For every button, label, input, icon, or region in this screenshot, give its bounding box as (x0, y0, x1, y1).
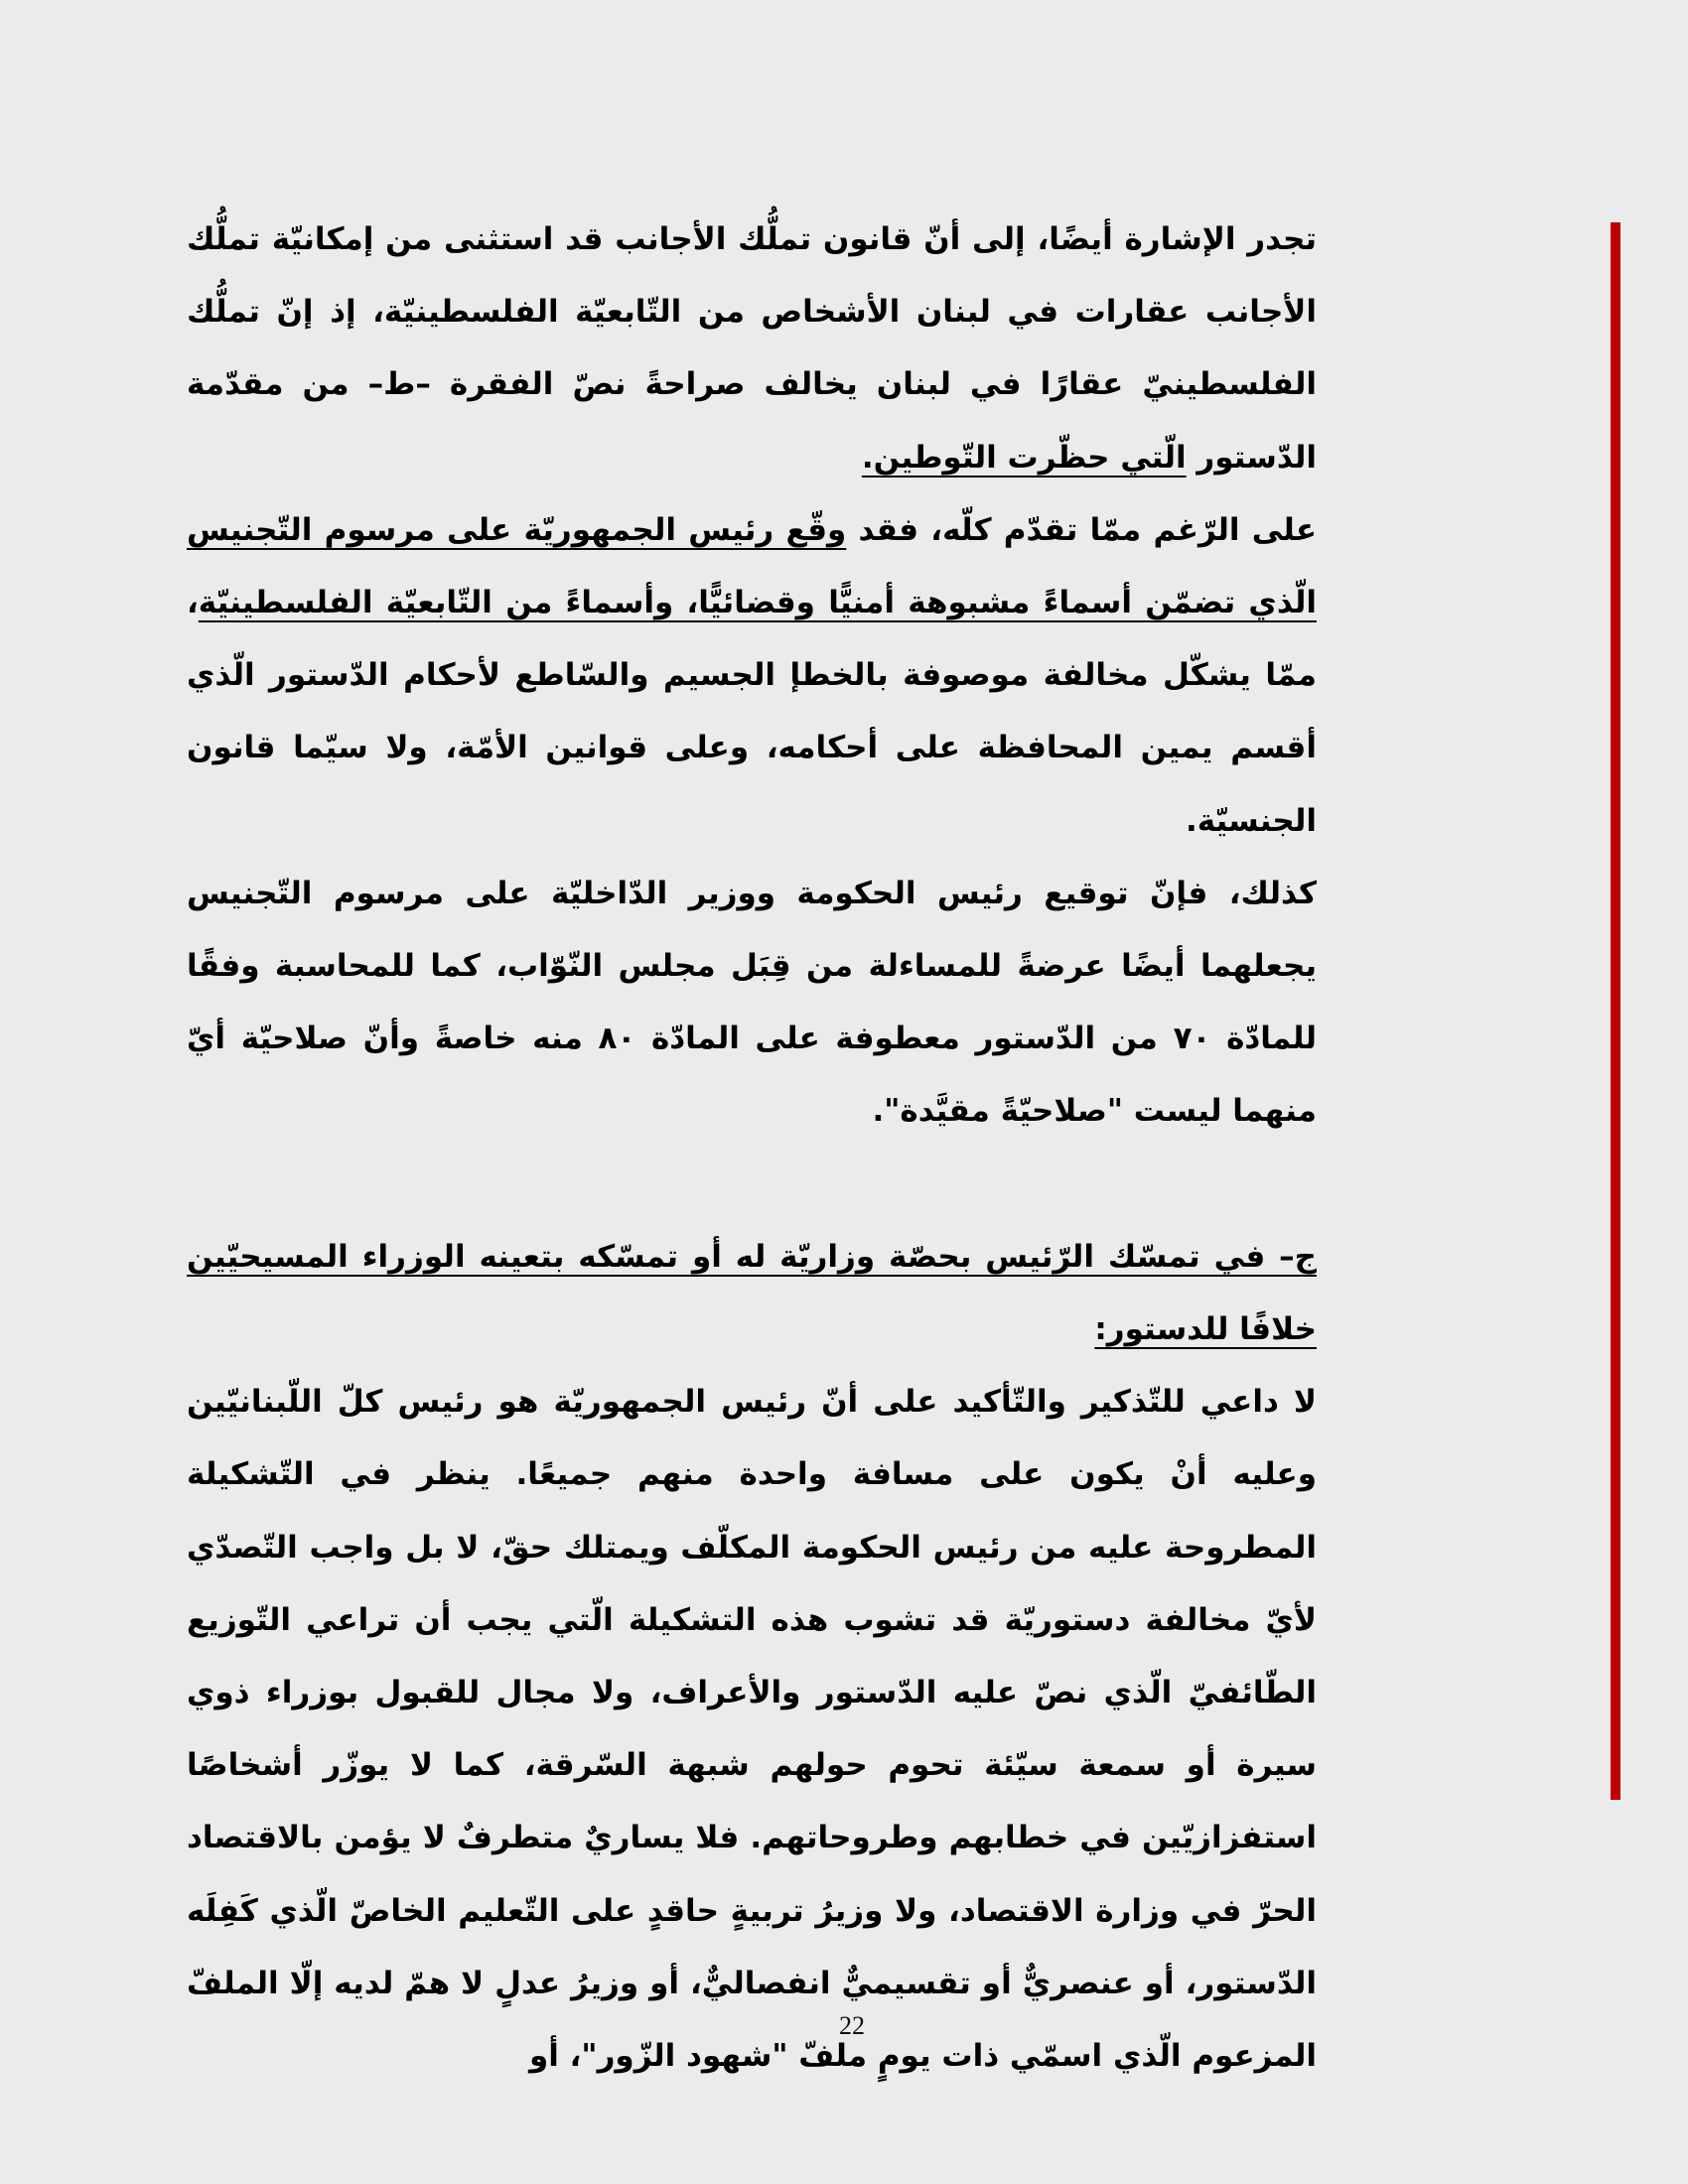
section-heading (187, 1221, 1317, 1366)
paragraph-naturalization-decree (187, 494, 1317, 858)
underlined-phrase: الّتي حظّرت التّوطين. (861, 439, 1187, 476)
paragraph-spacer (187, 1149, 1317, 1221)
margin-accent-bar (1611, 222, 1620, 1800)
paragraph-text: كذلك، فإنّ توقيع رئيس الحكومة ووزير الدّاخليّة على مرسوم التّجنيس يجعلهما أيضًا عرضةً للمساءلة من قِبَل مجلس النّوّاب، كما للمحاسبة وفقًا للمادّة ٧٠ من الدّستور معطوفة على المادّة ٨٠ منه خاصةً وأنّ صلاحيّة أيّ منهما ليست "صلاحيّةً مقيَّدة". (187, 875, 1318, 1130)
paragraph-text: تجدر الإشارة أيضًا، إلى أنّ قانون تملُّك الأجانب قد استثنى من إمكانيّة تملُّك الأجانب عقارات في لبنان الأشخاص من التّابعيّة الفلسطينيّة، إذ إنّ تملُّك الفلسطينيّ عقارًا في لبنان يخالف صراحةً نصّ الفقرة –ط– من مقدّمة الدّستور (187, 221, 1317, 476)
paragraph-text-after: ، ممّا يشكّل مخالفة موصوفة بالخطإ الجسيم والسّاطع لأحكام الدّستور الّذي أقسم يمين المحافظة على أحكامه، وعلى قوانين الأمّة، ولا سيّما قانون الجنسيّة. (187, 585, 1317, 839)
body-text (187, 204, 1317, 2093)
paragraph-foreign-ownership (187, 204, 1317, 494)
section-heading-text: ج– في تمسّك الرّئيس بحصّة وزاريّة له أو تمسّكه بتعينه الوزراء المسيحيّين خلافًا للدستور: (187, 1238, 1317, 1348)
paragraph-president-role (187, 1366, 1317, 2093)
paragraph-text: لا داعي للتّذكير والتّأكيد على أنّ رئيس الجمهوريّة هو رئيس كلّ اللّبنانيّين وعليه أنْ يكون على مسافة واحدة منهم جميعًا. ينظر في التّشكيلة المطروحة عليه من رئيس الحكومة المكلّف ويمتلك حقّ، لا بل واجب التّصدّي لأيّ مخالفة دستوريّة قد تشوب هذه التشكيلة الّتي يجب أن تراعي التّوزيع الطّائفيّ الّذي نصّ عليه الدّستور والأعراف، ولا مجال للقبول بوزراء ذوي سيرة أو سمعة سيّئة تحوم حولهم شبهة السّرقة، كما لا يوزّر أشخاصًا استفزازيّين في خطابهم وطروحاتهم. فلا يساريٌ متطرفٌ لا يؤمن بالاقتصاد الحرّ في وزارة الاقتصاد، ولا وزيرُ تربيةٍ حاقدٍ على التّعليم الخاصّ الّذي كَفِلَه الدّستور، أو عنصريٌّ أو تقسيميٌّ انفصاليٌّ، أو وزيرُ عدلٍ لا همّ لديه إلّا الملفّ المزعوم الّذي اسمّي ذات يومٍ ملفّ "شهود الزّور"، أو (187, 1384, 1317, 2075)
underlined-phrase: وقّع رئيس الجمهوريّة على مرسوم التّجنيس الّذي تضمّن أسماءً مشبوهة أمنيًّا وقضائيًّا، وأسماءً من التّابعيّة الفلسطينيّة (187, 511, 1317, 621)
paragraph-text-before: على الرّغم ممّا تقدّم كلّه، فقد (846, 511, 1317, 548)
page-number: 22 (839, 2011, 865, 2040)
paragraph-accountability (187, 858, 1317, 1149)
